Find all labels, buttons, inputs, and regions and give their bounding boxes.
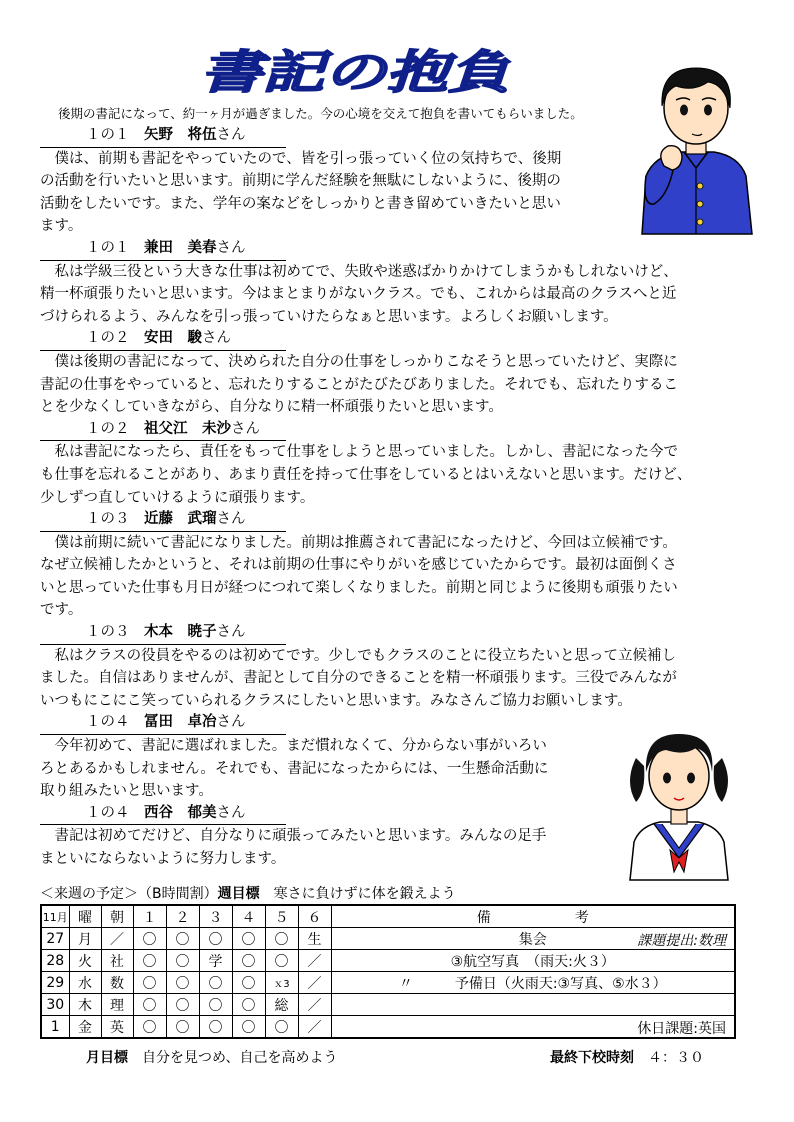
statement-line: 活動をしたいです。また、学年の案などをしっかりと書き留めていきたいと思い: [40, 195, 561, 212]
student-name: 祖父江 未沙: [144, 420, 231, 437]
schedule-cell: 学: [199, 950, 232, 972]
schedule-cell: 〇: [133, 928, 166, 950]
honorific: さん: [216, 511, 246, 528]
schedule-header-cell: 曜: [69, 905, 101, 928]
student-name-line: [40, 238, 286, 261]
class-number: １の２: [86, 420, 130, 437]
statement-line: 私は学級三役という大きな仕事は初めてで、失敗や迷惑ばかりかけてしまうかもしれないけど、: [40, 263, 678, 280]
schedule-header-cell: １: [133, 905, 166, 928]
statement-line: いと思っていた仕事も月日が経つにつれて楽しくなりました。前期と同じように後期も頑張りたい: [40, 579, 678, 596]
student-name-line: [40, 622, 286, 645]
schedule-cell: 30: [41, 994, 69, 1016]
schedule-header-cell: ４: [232, 905, 265, 928]
schedule-header-row: [41, 905, 735, 928]
class-number: １の４: [86, 804, 130, 821]
student-name: 安田 駿: [144, 330, 202, 347]
schedule-cell: 総: [265, 994, 298, 1016]
statement-line: 僕は、前期も書記をやっていたので、皆を引っ張っていく位の気持ちで、後期: [40, 150, 562, 167]
student-name: 矢野 将伍: [144, 127, 217, 143]
statement-line: とを少なくしていきながら、自分なりに精一杯頑張りたいと思います。: [40, 399, 503, 416]
schedule-heading: ＜来週の予定＞: [40, 886, 138, 902]
class-number: １の４: [86, 714, 130, 731]
schedule-cell: ／: [298, 972, 331, 994]
statement-line: ます。: [40, 218, 83, 235]
statement-line: なぜ立候補したかというと、それは前期の仕事にやりがいを感じていたからです。最初は面倒くさ: [40, 557, 677, 574]
schedule-cell: ／: [298, 950, 331, 972]
schedule-header-cell: 朝: [101, 905, 133, 928]
student-name-line: [40, 125, 286, 148]
schedule-note-text: 〃 予備日（火雨天:③写真、⑤水３）: [398, 975, 667, 992]
schedule-note: [331, 972, 735, 994]
schedule-table: [40, 904, 736, 1039]
schedule-note: [331, 950, 735, 972]
schedule-header-cell: ６: [298, 905, 331, 928]
schedule-cell: 〇: [265, 928, 298, 950]
schedule-cell: 社: [101, 950, 133, 972]
schedule-note-right: 休日課題:英国: [637, 1021, 726, 1037]
honorific: さん: [231, 420, 260, 437]
statement-line: 精一杯頑張りたいと思います。今はまとまりがないクラス。でも、これからは最高のクラスへと近: [40, 286, 677, 303]
statement-line: 僕は前期に続いて書記になりました。前期は推薦されて書記になったけど、今回は立候補です。: [40, 534, 677, 551]
statement-line: 私は書記になったら、責任をもって仕事をしようと思っていました。しかし、書記になった今で: [40, 444, 678, 461]
schedule-header-cell: 備 考: [331, 905, 735, 928]
student-name: 近藤 武瑠: [144, 511, 217, 528]
title-text: 書記の抱負: [200, 45, 515, 99]
honorific: さん: [216, 624, 246, 641]
schedule-cell: 火: [69, 950, 101, 972]
student-name-line: [40, 328, 286, 351]
schedule-cell: 生: [298, 928, 331, 950]
schedule-cell: 〇: [232, 1016, 265, 1039]
weekly-goal: 寒さに負けずに体を鍛えよう: [273, 886, 456, 902]
schedule-row: [41, 994, 735, 1016]
schedule-row: [41, 928, 735, 950]
student-name-line: [40, 509, 286, 532]
intro-text: 後期の書記になって、約一ヶ月が過ぎました。今の心境を交えて抱負を書いてもらいました。: [58, 106, 583, 121]
statement-line: づけられるよう、みんなを引っ張っていけたらなぁと思います。よろしくお願いします。: [40, 308, 618, 325]
schedule-cell: ／: [298, 994, 331, 1016]
statement-line: 僕は後期の書記になって、決められた自分の仕事をしっかりこなそうと思っていたけど、実際に: [40, 353, 678, 370]
schedule-cell: 〇: [232, 950, 265, 972]
schedule-cell: 〇: [232, 928, 265, 950]
statement-line: 書記の仕事をやっていると、忘れたりすることがたびたびありました。それでも、忘れたりするこ: [40, 376, 678, 393]
statement-line: 少しずつ直していけるように頑張ります。: [40, 489, 315, 506]
class-number: １の２: [86, 330, 130, 347]
schedule-row: [41, 950, 735, 972]
schedule-cell: 〇: [265, 950, 298, 972]
class-number: １の１: [86, 127, 130, 143]
schedule-note: [331, 928, 735, 950]
schedule-cell: 28: [41, 950, 69, 972]
schedule-cell: 金: [69, 1016, 101, 1039]
student-name: 兼田 美春: [144, 239, 217, 256]
schedule-cell: 〇: [199, 928, 232, 950]
honorific: さん: [216, 127, 246, 143]
statement-line: です。: [40, 602, 83, 619]
schedule-cell: ／: [298, 1016, 331, 1039]
schedule-cell: ／: [101, 928, 133, 950]
statement-line: ました。自信はありませんが、書記として自分のできることを精一杯頑張ります。三役でみんなが: [40, 670, 677, 687]
schedule-cell: 〇: [133, 994, 166, 1016]
schedule-cell: 27: [41, 928, 69, 950]
schedule-cell: 〇: [232, 994, 265, 1016]
honorific: さん: [216, 239, 246, 256]
schedule-cell: 〇: [166, 928, 199, 950]
schedule-header-cell: ３: [199, 905, 232, 928]
schedule-cell: 〇: [166, 994, 199, 1016]
honorific: さん: [216, 804, 246, 821]
footer: [86, 1047, 726, 1067]
schedule-cell: 〇: [199, 972, 232, 994]
statement-line: まといにならないように努力します。: [40, 851, 286, 867]
schedule-cell: 水: [69, 972, 101, 994]
schedule-cell: 木: [69, 994, 101, 1016]
month-goal: 自分を見つめ、自己を高めよう: [142, 1050, 338, 1066]
schedule-note: [331, 1016, 735, 1039]
student-name-line: [40, 803, 286, 826]
girl-illustration: [624, 722, 734, 886]
schedule-cell: ｘ3: [265, 972, 298, 994]
schedule-cell: 〇: [166, 972, 199, 994]
schedule-note-text: 集会: [518, 931, 547, 948]
schedule-row: [41, 1016, 735, 1039]
schedule-cell: 1: [41, 1016, 69, 1039]
statement-line: いつもにこにこ笑っていられるクラスにしたいと思います。みなさんご協力お願いします。: [40, 692, 632, 709]
honorific: さん: [216, 714, 246, 731]
statement-line: 書記は初めてだけど、自分なりに頑張ってみたいと思います。みんなの足手: [40, 828, 547, 845]
schedule-cell: 数: [101, 972, 133, 994]
schedule-cell: 〇: [166, 950, 199, 972]
student-name: 冨田 卓冶: [144, 714, 217, 731]
student-name-line: [40, 712, 286, 735]
schedule-cell: 英: [101, 1016, 133, 1039]
schedule-cell: 〇: [133, 1016, 166, 1039]
schedule-cell: 29: [41, 972, 69, 994]
student-name-line: [40, 419, 286, 442]
class-number: １の３: [86, 511, 130, 528]
schedule-header-cell: ５: [265, 905, 298, 928]
class-number: １の３: [86, 624, 130, 641]
statement-line: ろとあるかもしれません。それでも、書記になったからには、一生懸命活動に: [40, 760, 549, 777]
schedule-heading-row: [40, 883, 456, 903]
schedule-cell: 月: [69, 928, 101, 950]
schedule-cell: 〇: [166, 1016, 199, 1039]
schedule-note-right: 課題提出:数理: [637, 933, 726, 949]
statement-line: 私はクラスの役員をやるのは初めてです。少しでもクラスのことに役立ちたいと思って立候補し: [40, 647, 676, 664]
schedule-cell: 〇: [232, 972, 265, 994]
weekly-goal-label: 週目標: [217, 886, 260, 902]
schedule-cell: 理: [101, 994, 133, 1016]
schedule-cell: 〇: [199, 1016, 232, 1039]
student-name: 西谷 郁美: [144, 804, 217, 821]
statement-line: 今年初めて、書記に選ばれました。まだ慣れなくて、分からない事がいろい: [40, 738, 547, 755]
schedule-note-text: ③航空写真 （雨天:火３）: [450, 953, 615, 970]
student-name: 木本 暁子: [144, 624, 217, 641]
final-dismissal-time: ４：３０: [648, 1050, 704, 1066]
schedule-cell: 〇: [133, 950, 166, 972]
schedule-cell: 〇: [265, 1016, 298, 1039]
schedule-note: [331, 994, 735, 1016]
schedule-cell: 〇: [133, 972, 166, 994]
honorific: さん: [202, 330, 231, 347]
month-goal-label: 月目標: [86, 1050, 128, 1066]
statement-line: 取り組みたいと思います。: [40, 783, 213, 800]
schedule-sub: （B時間割）: [138, 886, 218, 902]
schedule-header-cell: 11月: [41, 905, 69, 928]
schedule-cell: 〇: [199, 994, 232, 1016]
schedule-row: [41, 972, 735, 994]
schedule-header-cell: ２: [166, 905, 199, 928]
statement-line: の活動を行いたいと思います。前期に学んだ経験を無駄にしないように、後期の: [40, 173, 561, 190]
final-dismissal-label: 最終下校時刻: [550, 1050, 634, 1066]
page-title: [190, 42, 520, 102]
class-number: １の１: [86, 239, 130, 256]
statement-line: も仕事を忘れることがあり、あまり責任を持って仕事をしているとはいえないと思います。だけど、: [40, 466, 692, 483]
